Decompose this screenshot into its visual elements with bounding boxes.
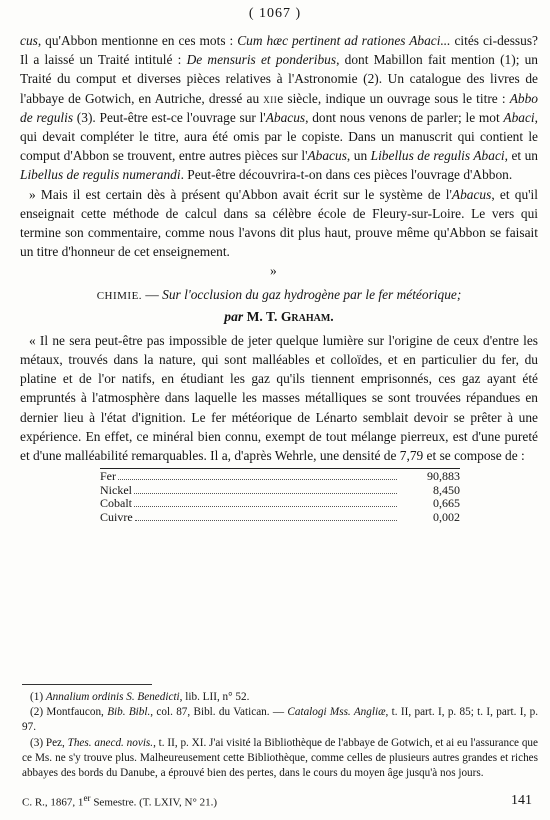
element-name: Cuivre [100, 510, 133, 525]
text-run: e siècle, indique un ouvrage sous le titre : [277, 90, 510, 106]
element-value: 90,883 [427, 469, 460, 484]
text-run: cités ci-dessus? Il a laissé un Traité intitulé : [20, 33, 538, 68]
element-name: Cobalt [100, 496, 132, 511]
text-run: , col. 87, Bibl. du Vatican. — [150, 706, 288, 719]
page-number: 141 [511, 793, 532, 808]
century-numeral: xii [263, 90, 278, 106]
author-prefix: par [224, 308, 244, 324]
latin-title: Abbo de regulis [20, 90, 538, 125]
composition-table [100, 468, 460, 524]
section-heading [20, 285, 538, 306]
latin-title: Libellus de regulis numerandi [20, 167, 181, 183]
text-run: Catalogi Mss. Angliæ [287, 706, 386, 719]
main-text [20, 31, 538, 525]
latin-title: Libellus de regulis Abaci [370, 148, 505, 164]
composition-row [100, 484, 460, 498]
footnote-divider [22, 684, 152, 685]
page-footer [22, 793, 538, 809]
composition-element-cell [100, 497, 400, 511]
text-run: , qui devait compléter le titre, aura été omis par le copiste. Dans un manuscrit qui contient le comput d'Abbon se trouvent, entre autres pièces sur l' [20, 109, 539, 164]
text-run: , dont Mabillon fait mention (1); un Traité du comput et diverses pièces relatives à l'Astronomie (2). Un catalogue des livres de l'abbaye de Gotwich, en Autriche, dressé au [20, 52, 539, 106]
latin-term: Abacus [307, 148, 347, 164]
footnote-1 [22, 690, 538, 705]
footnote-2 [22, 705, 538, 735]
text-run: . Peut-être découvrira-t-on dans ces pièces l'ouvrage d'Abbon. [180, 167, 513, 183]
element-name: Fer [100, 469, 116, 484]
text-run: Bib. Bibl. [107, 706, 151, 719]
latin-quote: Cum hæc pertinent ad rationes Abaci... [237, 33, 451, 48]
latin-term: Abacus [451, 186, 492, 202]
text-run: cus [20, 33, 38, 48]
text-run: Annalium ordinis S. Benedicti [45, 691, 180, 703]
text-run: Semestre. (T. LXIV, N° 21.) [90, 796, 218, 809]
text-run: (1) [30, 691, 46, 703]
element-value: 8,450 [433, 482, 460, 497]
text-run: , t. II, part. I, p. 85; t. I, part. I, p. 97. [22, 706, 538, 734]
dot-leader [134, 493, 397, 494]
composition-element-cell [100, 511, 400, 525]
closing-quote-mark: » [270, 263, 277, 279]
composition-row [100, 511, 460, 525]
citation [22, 793, 217, 809]
text-run: Thes. anecd. novis. [67, 736, 154, 749]
element-value: 0,665 [433, 496, 460, 511]
text-run: , t. II, p. XI. J'ai visité la Bibliothèque de l'abbaye de Gotwich, et ai eu l'assurance que ce Ms. ne s'y trouve plus. Malheureusement cette Bibliothèque, comme celles de plusieurs autres grandes et riches abbayes des bords du Danube, a éprouvé bien des pertes, dans le cours du moyen âge jusqu'à nos jours. [22, 736, 538, 780]
element-value: 0,002 [433, 510, 460, 525]
text-run: , et qu'il enseignait cette méthode de calcul dans sa célèbre école de Fleury-sur-Loire. Le vers qui termine son commentaire, comme nous l'avons dit plus haut, prouve même qu'Abbon se faisait un titre d'honneur de cet enseignement. [20, 186, 538, 260]
element-name: Nickel [100, 482, 132, 497]
paragraph-graham: « Il ne sera peut-être pas impossible de jeter quelque lumière sur l'origine de ceux d'entre les métaux, trouvés dans la nature, qui sont malléables et colloïdes, et en particulier du fer, du platine et de l'or natifs, en étudiant les gaz qu'ils tiennent emprisonnés, ces gaz ayant été empruntés à l'atmosphère dans laquelle les masses métalliques se sont trouvées répandues en dernier lieu à l'état d'ignition. Le fer météorique de Lénarto semblait devoir se prêter à une expérience. En effet, ce minéral bien connu, exempt de tout mélange pierreux, est d'une pureté et d'une malléabilité remarquables. Il a, d'après Wehrle, une densité de 7,79 et se compose de : [20, 332, 538, 464]
composition-row [100, 497, 460, 511]
text-run: , dont nous venons de parler; le mot [305, 109, 504, 125]
composition-element-cell [100, 484, 400, 498]
composition-row [100, 470, 460, 484]
footnotes [22, 690, 538, 781]
footnote-3 [22, 736, 538, 782]
dot-leader [135, 520, 397, 521]
text-run: er [83, 793, 91, 803]
text-run: C. R., 1867, 1 [22, 796, 84, 809]
page-header: ( 1067 ) [248, 6, 302, 21]
author-name: M. T. Graham. [246, 308, 334, 324]
composition-element-cell [100, 470, 400, 484]
section-author [20, 307, 538, 326]
text-run: , un [346, 148, 371, 164]
section-label: CHIMIE. [96, 289, 143, 302]
section-dash: — [142, 286, 163, 302]
paragraph-abbon-works: cus, qu'Abbon mentionne en ces mots : Cum hæc pertinent ad rationes Abaci... cités ci-dessus? Il a laissé un Traité intitulé : De mensuris et ponderibus, dont Mabillon fait mention (1); un Traité du comput et diverses pièces relatives à l'Astronomie (2). Un catalogue des livres de l'abbaye de Gotwich, en Autriche, dressé au xiie siècle, indique un ouvrage sous le titre : Abbo de regulis (3). Peut-être est-ce l'ouvrage sur l'Abacus, dont nous venons de parler; le mot Abaci, qui devait compléter le titre, aura été omis par le copiste. Dans un manuscrit qui contient le comput d'Abbon se trouvent, entre autres pièces sur l'Abacus, un Libellus de regulis Abaci, et un Libellus de regulis numerandi. Peut-être découvrira-t-on dans ces pièces l'ouvrage d'Abbon. [20, 33, 539, 183]
latin-term: Abacus [265, 109, 306, 125]
text-run: (3). Peut-être est-ce l'ouvrage sur l' [73, 109, 266, 125]
text-run: (3) Pez, [30, 736, 68, 749]
text-run: » Mais il est certain dès à présent qu'Abbon avait écrit sur le système de l' [29, 186, 452, 202]
paragraph-abacus-teaching [20, 185, 538, 262]
section-title: Sur l'occlusion du gaz hydrogène par le fer météorique; [162, 286, 462, 302]
latin-title: De mensuris et ponderibus [186, 52, 337, 68]
latin-term: Abaci [503, 109, 535, 125]
dot-leader [118, 479, 397, 480]
dot-leader [134, 506, 397, 507]
text-run: , lib. LII, n° 52. [179, 691, 250, 703]
text-run: (2) Montfaucon, [30, 706, 108, 719]
text-run: , et un [504, 148, 538, 164]
